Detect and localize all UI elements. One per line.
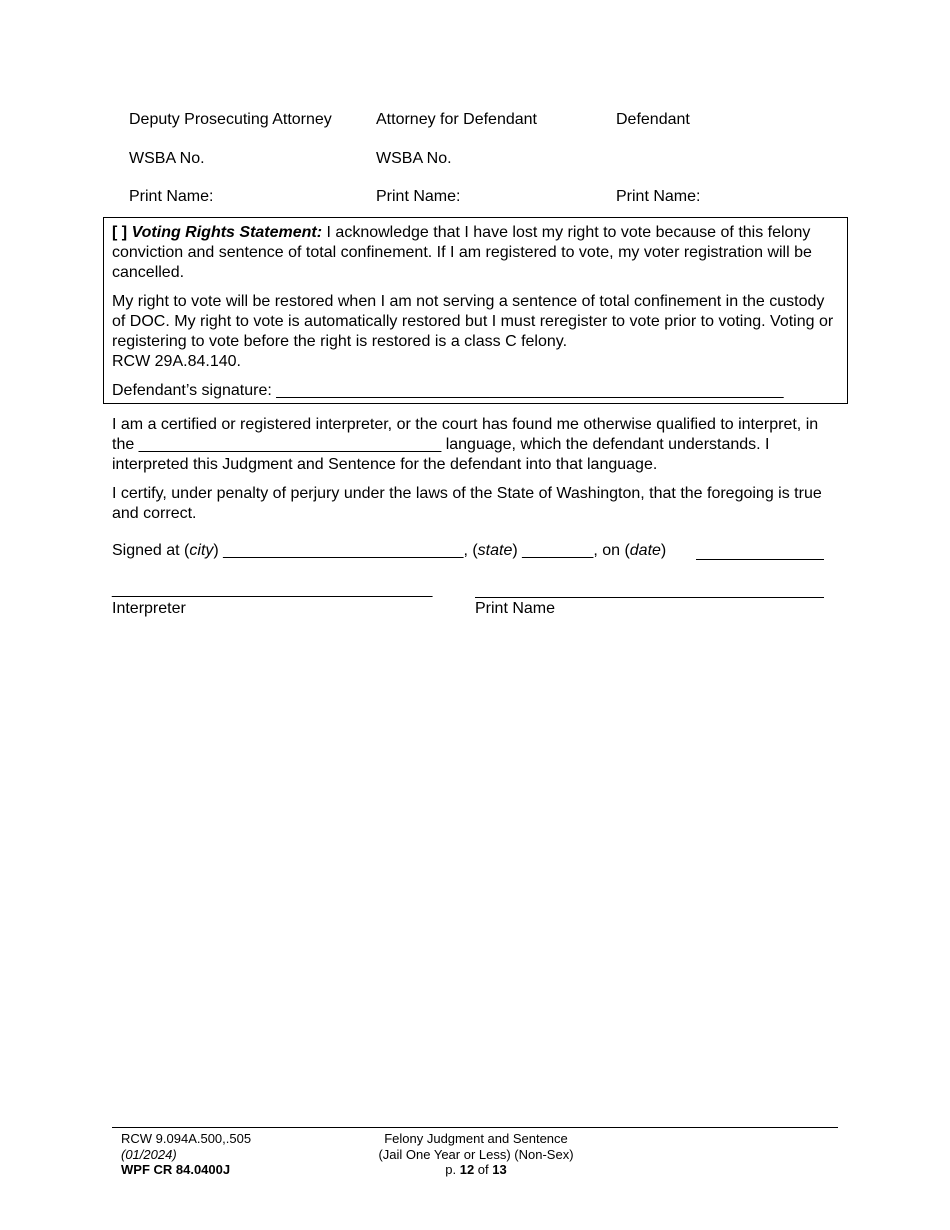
city-close: ) xyxy=(213,542,219,559)
interpreter-certification: I certify, under penalty of perjury under the laws of the State of Washington, that the foregoing is true and correct. xyxy=(112,485,822,522)
interpreter-statement xyxy=(112,415,842,524)
footer-subtitle: (Jail One Year or Less) (Non-Sex) xyxy=(378,1146,574,1162)
defendant-signature-label: Defendant’s signature: xyxy=(112,382,272,399)
page-number: 12 xyxy=(459,1162,475,1177)
signature-block xyxy=(129,111,849,227)
voting-rights-text2: My right to vote will be restored when I am not serving a sentence of total confinement in the custody of DOC. My right to vote is automatically restored but I must reregister to vote prior to voting. Voting or registering to vote before the right is restored is a class C felony. xyxy=(112,293,834,350)
footer-divider xyxy=(112,1127,838,1128)
city-label: city xyxy=(189,542,214,559)
voting-rights-para2 xyxy=(112,292,839,372)
prosecutor-print-name-label: Print Name: xyxy=(129,188,214,205)
footer-page xyxy=(330,1162,622,1178)
defense-wsba-label: WSBA No. xyxy=(376,149,452,167)
voting-rights-box xyxy=(103,217,848,404)
state-label: state xyxy=(477,542,513,559)
defendant-title: Defendant xyxy=(616,111,690,128)
language-field[interactable]: __________________________________ xyxy=(138,436,442,453)
interpreter-signature-field[interactable]: ____________________________________ xyxy=(112,581,433,598)
defendant-signature-field[interactable]: _________________________________________________________ xyxy=(276,382,784,399)
print-name-field-line[interactable] xyxy=(475,597,824,598)
voting-rights-text1: I acknowledge that I have lost my right to vote because of this felony conviction and sentence of total confinement. If I am registered to vote, my voter registration will be cancelled. xyxy=(112,224,812,281)
print-name-label: Print Name xyxy=(475,600,556,617)
defendant-print-name-label: Print Name: xyxy=(616,188,701,205)
footer-date: (01/2024) xyxy=(121,1146,177,1162)
defense-print-name-label: Print Name: xyxy=(376,188,461,205)
state-open: , ( xyxy=(463,542,478,559)
date-close: ) xyxy=(660,542,667,559)
footer-rcw: RCW 9.094A.500,.505 xyxy=(121,1131,252,1146)
date-label: date xyxy=(629,542,661,559)
footer-left xyxy=(121,1131,251,1178)
signature-row-titles xyxy=(129,111,849,150)
footer-title: Felony Judgment and Sentence xyxy=(384,1131,568,1146)
voting-rights-rcw: RCW 29A.84.140. xyxy=(112,353,241,370)
interpreter-para1 xyxy=(112,415,842,475)
city-field[interactable]: ___________________________ xyxy=(223,542,464,559)
defendant-signature-line xyxy=(112,381,839,401)
prosecutor-wsba-label: WSBA No. xyxy=(129,149,205,167)
interpreter-text-a: I am a certified or registered interpreter, or the court has found me otherwise qualified to interpret, in the xyxy=(112,416,819,453)
voting-rights-title: Voting Rights Statement: xyxy=(131,224,323,241)
page-prefix: p. xyxy=(445,1162,460,1177)
voting-rights-checkbox[interactable]: [ ] xyxy=(112,224,128,241)
page-of: of xyxy=(474,1162,493,1177)
footer-form-number: WPF CR 84.0400J xyxy=(121,1162,231,1177)
date-field-line[interactable] xyxy=(696,559,824,560)
state-field[interactable]: ________ xyxy=(522,542,594,559)
page-total: 13 xyxy=(492,1162,507,1177)
signed-at-line xyxy=(112,541,666,561)
prosecutor-title: Deputy Prosecuting Attorney xyxy=(129,111,332,128)
state-close: ) xyxy=(512,542,518,559)
interpreter-text-b: language, which the defendant understands. I interpreted this Judgment and Sentence for the defendant into that language. xyxy=(112,436,770,473)
footer-center xyxy=(330,1131,622,1178)
signature-row-wsba xyxy=(129,150,849,189)
date-open: , on ( xyxy=(593,542,630,559)
interpreter-label: Interpreter xyxy=(112,600,186,617)
signed-at-prefix: Signed at ( xyxy=(112,542,190,559)
defense-attorney-title: Attorney for Defendant xyxy=(376,111,537,128)
voting-rights-para1 xyxy=(112,223,839,283)
